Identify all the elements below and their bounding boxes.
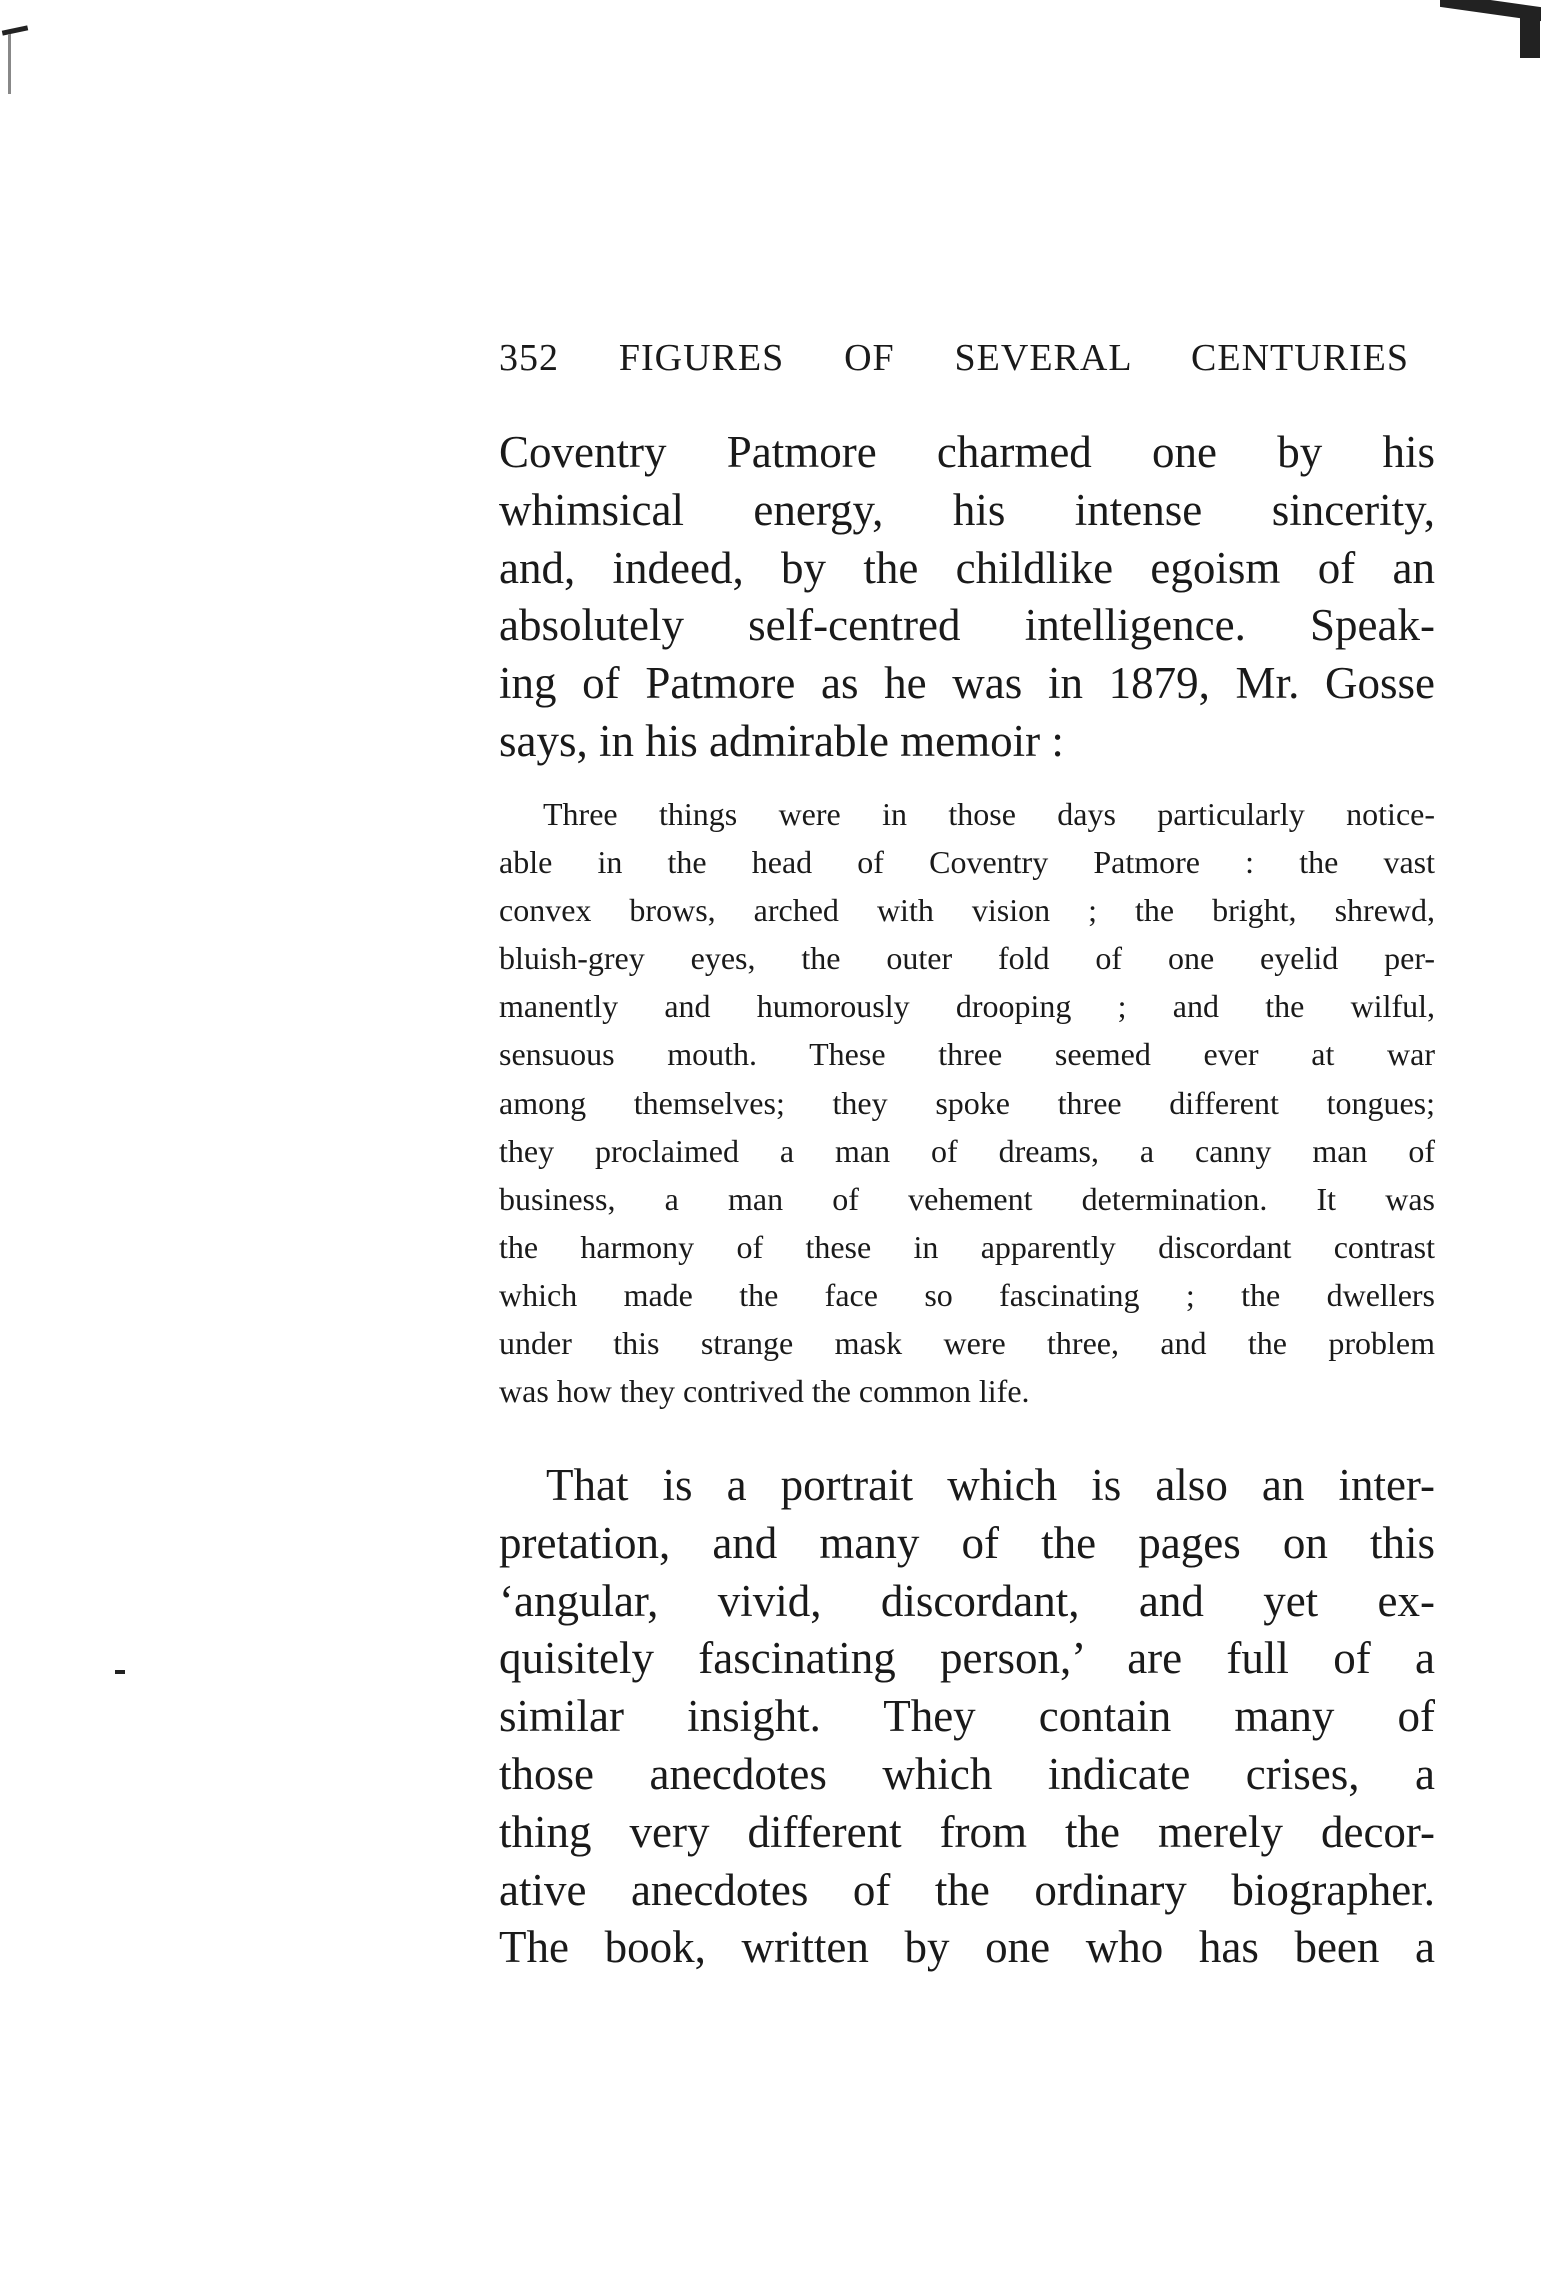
scan-mark-top-left bbox=[2, 25, 28, 35]
text-line: and, indeed, by the childlike egoism of an bbox=[499, 542, 1435, 593]
quote-line: Three things were in those days particularly notice- bbox=[543, 796, 1435, 832]
quote-line: sensuous mouth. These three seemed ever at war bbox=[499, 1036, 1435, 1073]
text-line: ative anecdotes of the ordinary biographer. bbox=[499, 1864, 1435, 1915]
paragraph-1 bbox=[499, 424, 1435, 771]
quote-line: they proclaimed a man of dreams, a canny man of bbox=[499, 1132, 1435, 1169]
quote-line: able in the head of Coventry Patmore : the vast bbox=[499, 844, 1435, 881]
scan-mark-top-left-tail bbox=[8, 34, 11, 94]
text-line: ‘angular, vivid, discordant, and yet ex- bbox=[499, 1575, 1435, 1626]
text-line: whimsical energy, his intense sincerity, bbox=[499, 484, 1435, 535]
quote-line: among themselves; they spoke three different tongues; bbox=[499, 1084, 1435, 1121]
quote-line: was how they contrived the common life. bbox=[499, 1373, 1030, 1410]
running-header bbox=[499, 336, 1409, 380]
text-line: thing very different from the merely decor- bbox=[499, 1806, 1435, 1857]
quote-line: convex brows, arched with vision ; the bright, shrewd, bbox=[499, 892, 1435, 929]
running-title: FIGURES OF SEVERAL CENTURIES bbox=[618, 337, 1410, 379]
text-line: The book, written by one who has been a bbox=[499, 1922, 1435, 1973]
text-line: similar insight. They contain many of bbox=[499, 1691, 1435, 1742]
text-line: pretation, and many of the pages on this bbox=[499, 1517, 1435, 1568]
text-line: ing of Patmore as he was in 1879, Mr. Gosse bbox=[499, 658, 1435, 709]
text-line: quisitely fascinating person,’ are full of a bbox=[499, 1633, 1435, 1684]
quote-line: business, a man of vehement determination. It was bbox=[499, 1180, 1435, 1217]
paragraph-2 bbox=[499, 1457, 1435, 1977]
quote-line: the harmony of these in apparently discordant contrast bbox=[499, 1228, 1435, 1265]
quote-line: under this strange mask were three, and the problem bbox=[499, 1325, 1435, 1362]
text-line: absolutely self-centred intelligence. Speak- bbox=[499, 600, 1435, 651]
quote-line: bluish-grey eyes, the outer fold of one eyelid per- bbox=[499, 940, 1435, 977]
quote-line: which made the face so fascinating ; the dwellers bbox=[499, 1276, 1435, 1313]
text-line: Coventry Patmore charmed one by his bbox=[499, 427, 1435, 477]
text-line: That is a portrait which is also an inter- bbox=[546, 1460, 1435, 1510]
block-quotation bbox=[499, 790, 1435, 1415]
scan-mark-top-right-edge bbox=[1520, 8, 1540, 58]
text-line: says, in his admirable memoir : bbox=[499, 715, 1064, 766]
scan-speck bbox=[115, 1670, 125, 1674]
quote-line: manently and humorously drooping ; and the wilful, bbox=[499, 988, 1435, 1025]
page-number: 352 bbox=[499, 337, 559, 379]
text-line: those anecdotes which indicate crises, a bbox=[499, 1748, 1435, 1799]
